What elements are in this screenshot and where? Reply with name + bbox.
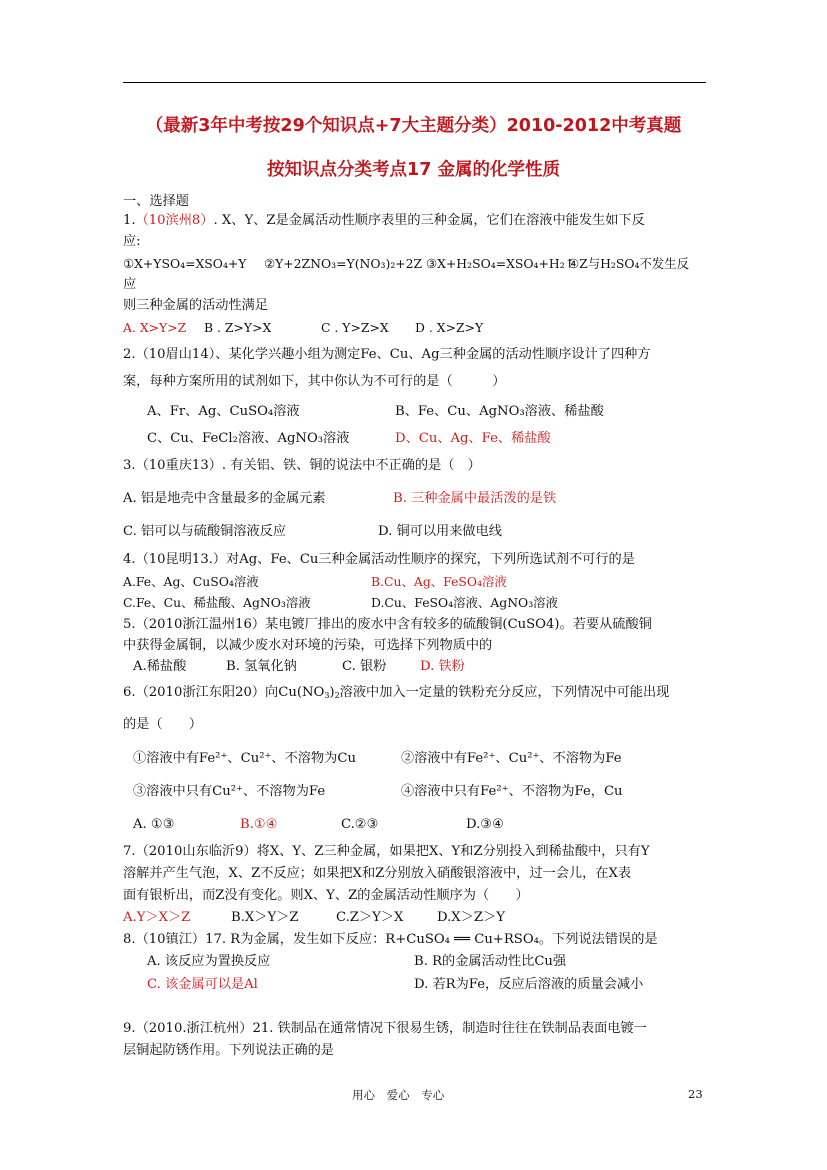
reaction-2: ②Y+2ZNO₃=Y(NO₃)₂+2Z — [264, 256, 423, 271]
q5-option-d: D. 铁粉 — [420, 659, 465, 674]
q6-statement-3: ③溶液中只有Cu²⁺、不溶物为Fe — [133, 784, 326, 799]
q7-option-a: A.Y＞X＞Z — [123, 910, 191, 925]
page-number: 23 — [688, 1087, 703, 1101]
q3-option-d: D. 铜可以用来做电线 — [378, 524, 502, 539]
question-1-stem-cont: 应: — [123, 234, 141, 249]
question-4-stem: 4.（10昆明13.）对Ag、Fe、Cu三种金属活动性顺序的探究，下列所选试剂不可行的是 — [123, 552, 635, 567]
q2-option-b: B、Fe、Cu、AgNO₃溶液、稀盐酸 — [395, 404, 604, 419]
q4-option-a: A.Fe、Ag、CuSO₄溶液 — [123, 574, 259, 589]
q3-option-a: A. 铝是地壳中含量最多的金属元素 — [123, 491, 326, 506]
q2-option-d: D、Cu、Ag、Fe、稀盐酸 — [395, 431, 551, 446]
question-9-stem: 9.（2010.浙江杭州）21. 铁制品在通常情况下很易生锈，制造时往往在铁制品表面电镀一 — [123, 1021, 647, 1036]
q3-option-b: B. 三种金属中最活泼的是铁 — [393, 491, 557, 506]
page-title: （最新3年中考按29个知识点+7大主题分类）2010-2012中考真题 — [145, 116, 682, 136]
page-footer: 用心 爱心 专心 — [352, 1088, 445, 1102]
reaction-4-cont: 应 — [123, 277, 137, 292]
question-5-stem-cont: 中获得金属铜，以减少废水对环境的污染，可选择下列物质中的 — [123, 638, 493, 653]
question-8-stem: 8.（10镇江）17. R为金属，发生如下反应：R+CuSO₄ ══ Cu+RSO₄。下列说法错误的是 — [123, 932, 658, 947]
q5-option-b: B. 氢氧化钠 — [226, 659, 297, 674]
q4-option-d: D.Cu、FeSO₄溶液、AgNO₃溶液 — [371, 595, 558, 610]
header-rule — [123, 82, 706, 83]
question-7-stem: 7.（2010山东临沂9）将X、Y、Z三种金属，如果把X、Y和Z分别投入到稀盐酸中，只有Y — [123, 844, 650, 859]
q7-option-b: B.X＞Y＞Z — [231, 910, 299, 925]
question-2-stem: 2.（10眉山14）、某化学兴趣小组为测定Fe、Cu、Ag三种金属的活动性顺序设计了四种方 — [123, 347, 651, 362]
q4-option-b: B.Cu、Ag、FeSO₄溶液 — [371, 574, 507, 589]
q8-option-d: D. 若R为Fe，反应后溶液的质量会减小 — [414, 977, 644, 992]
q1-option-a: A. X>Y>Z — [123, 320, 187, 335]
q8-option-a: A. 该反应为置换反应 — [147, 954, 271, 969]
q6-option-a: A. ①③ — [133, 817, 175, 832]
q6-option-b: B.①④ — [240, 817, 278, 832]
q8-option-b: B. R的金属活动性比Cu强 — [414, 954, 567, 969]
q6-statement-2: ②溶液中有Fe²⁺、Cu²⁺、不溶物为Fe — [401, 751, 622, 766]
q2-option-c: C、Cu、FeCl₂溶液、AgNO₃溶液 — [147, 431, 350, 446]
question-6-stem: 6.（2010浙江东阳20）向$Cu(NO_3)_2$溶液中加入一定量的铁粉充分反应，下列情况中可能出现 — [123, 685, 670, 700]
reaction-4: ④Z与H₂SO₄不发生反 — [568, 256, 690, 271]
q6-statement-4: ④溶液中只有Fe²⁺、不溶物为Fe，Cu — [401, 784, 623, 799]
question-3-stem: 3.（10重庆13）. 有关铝、铁、铜的说法中不正确的是（ ） — [123, 458, 481, 473]
q2-option-a: A、Fr、Ag、CuSO₄溶液 — [147, 404, 300, 419]
q1-option-b: B . Z>Y>X — [204, 320, 272, 335]
q3-option-c: C. 铝可以与硫酸铜溶液反应 — [123, 524, 287, 539]
page-subtitle: 按知识点分类考点17 金属的化学性质 — [267, 160, 560, 180]
section-heading: 一、选择题 — [123, 194, 189, 209]
question-7-stem-cont-1: 溶解并产生气泡，X、Z不反应；如果把X和Z分别放入硝酸银溶液中，过一会儿，在X表 — [123, 866, 632, 881]
q7-option-c: C.Z＞Y＞X — [336, 910, 404, 925]
q5-option-a: A.稀盐酸 — [133, 659, 187, 674]
q8-option-c: C. 该金属可以是Al — [147, 977, 258, 992]
reaction-1: ①X+YSO₄=XSO₄+Y — [123, 256, 247, 271]
q6-option-d: D.③④ — [466, 817, 504, 832]
q6-option-c: C.②③ — [341, 817, 379, 832]
question-1-ask: 则三种金属的活动性满足 — [123, 298, 269, 313]
q1-option-c: C . Y>Z>X — [321, 320, 389, 335]
q5-option-c: C. 银粉 — [342, 659, 387, 674]
question-7-stem-cont-2: 面有银析出，而Z没有变化。则X、Y、Z的金属活动性顺序为（ ） — [123, 888, 529, 903]
q1-option-d: D . X>Z>Y — [415, 320, 484, 335]
question-1-stem: 1.（10滨州8）. X、Y、Z是金属活动性顺序表里的三种金属，它们在溶液中能发生如下反 — [123, 213, 645, 228]
reaction-3: ③X+H₂SO₄=XSO₄+H₂↑ — [426, 256, 576, 271]
question-5-stem: 5.（2010浙江温州16）某电镀厂排出的废水中含有较多的硫酸铜(CuSO4)。若要从硫酸铜 — [123, 617, 652, 632]
question-6-stem-cont: 的是（ ） — [123, 717, 203, 732]
question-9-stem-cont: 层铜起防锈作用。下列说法正确的是 — [123, 1043, 334, 1058]
q6-statement-1: ①溶液中有Fe²⁺、Cu²⁺、不溶物为Cu — [133, 751, 356, 766]
q7-option-d: D.X＞Z＞Y — [437, 910, 505, 925]
q4-option-c: C.Fe、Cu、稀盐酸、AgNO₃溶液 — [123, 595, 311, 610]
question-2-stem-cont: 案，每种方案所用的试剂如下，其中你认为不可行的是（ ） — [123, 374, 506, 389]
